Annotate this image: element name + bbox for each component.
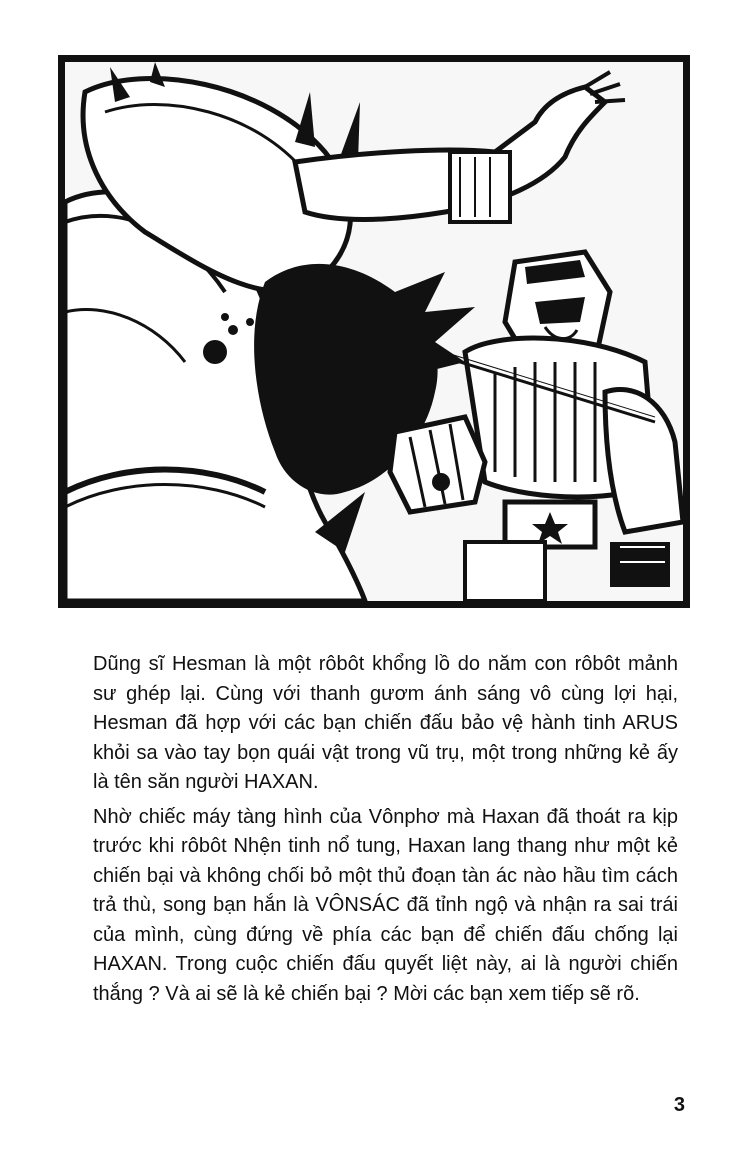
comic-panel — [58, 55, 690, 608]
paragraph-summary: Nhờ chiếc máy tàng hình của Vônphơ mà Haxan đã thoát ra kịp trước khi rôbôt Nhện tinh nổ tung, Haxan lang thang như một kẻ chiến bại và không chối bỏ một thủ đoạn tàn ác nào hầu tìm cách trả thù, song bạn hắn là VÔNSÁC đã tỉnh ngộ và nhận ra sai trái của mình, cùng đứng về phía các bạn để chiến đấu chống lại HAXAN. Trong cuộc chiến đấu quyết liệt này, ai là người chiến thắng ? Và ai sẽ là kẻ chiến bại ? Mời các bạn xem tiếp sẽ rõ. — [93, 805, 678, 1005]
comic-illustration — [65, 62, 683, 601]
paragraph-intro: Dũng sĩ Hesman là một rôbôt khổng lồ do năm con rôbôt mảnh sư ghép lại. Cùng với thanh gươm ánh sáng vô cùng lợi hại, Hesman đã hợp với các bạn chiến đấu bảo vệ hành tinh ARUS khỏi sa vào tay bọn quái vật trong vũ trụ, một trong những kẻ ấy là tên săn người HAXAN. — [93, 653, 678, 793]
page-number: 3 — [673, 1094, 685, 1116]
story-text — [93, 650, 678, 1009]
